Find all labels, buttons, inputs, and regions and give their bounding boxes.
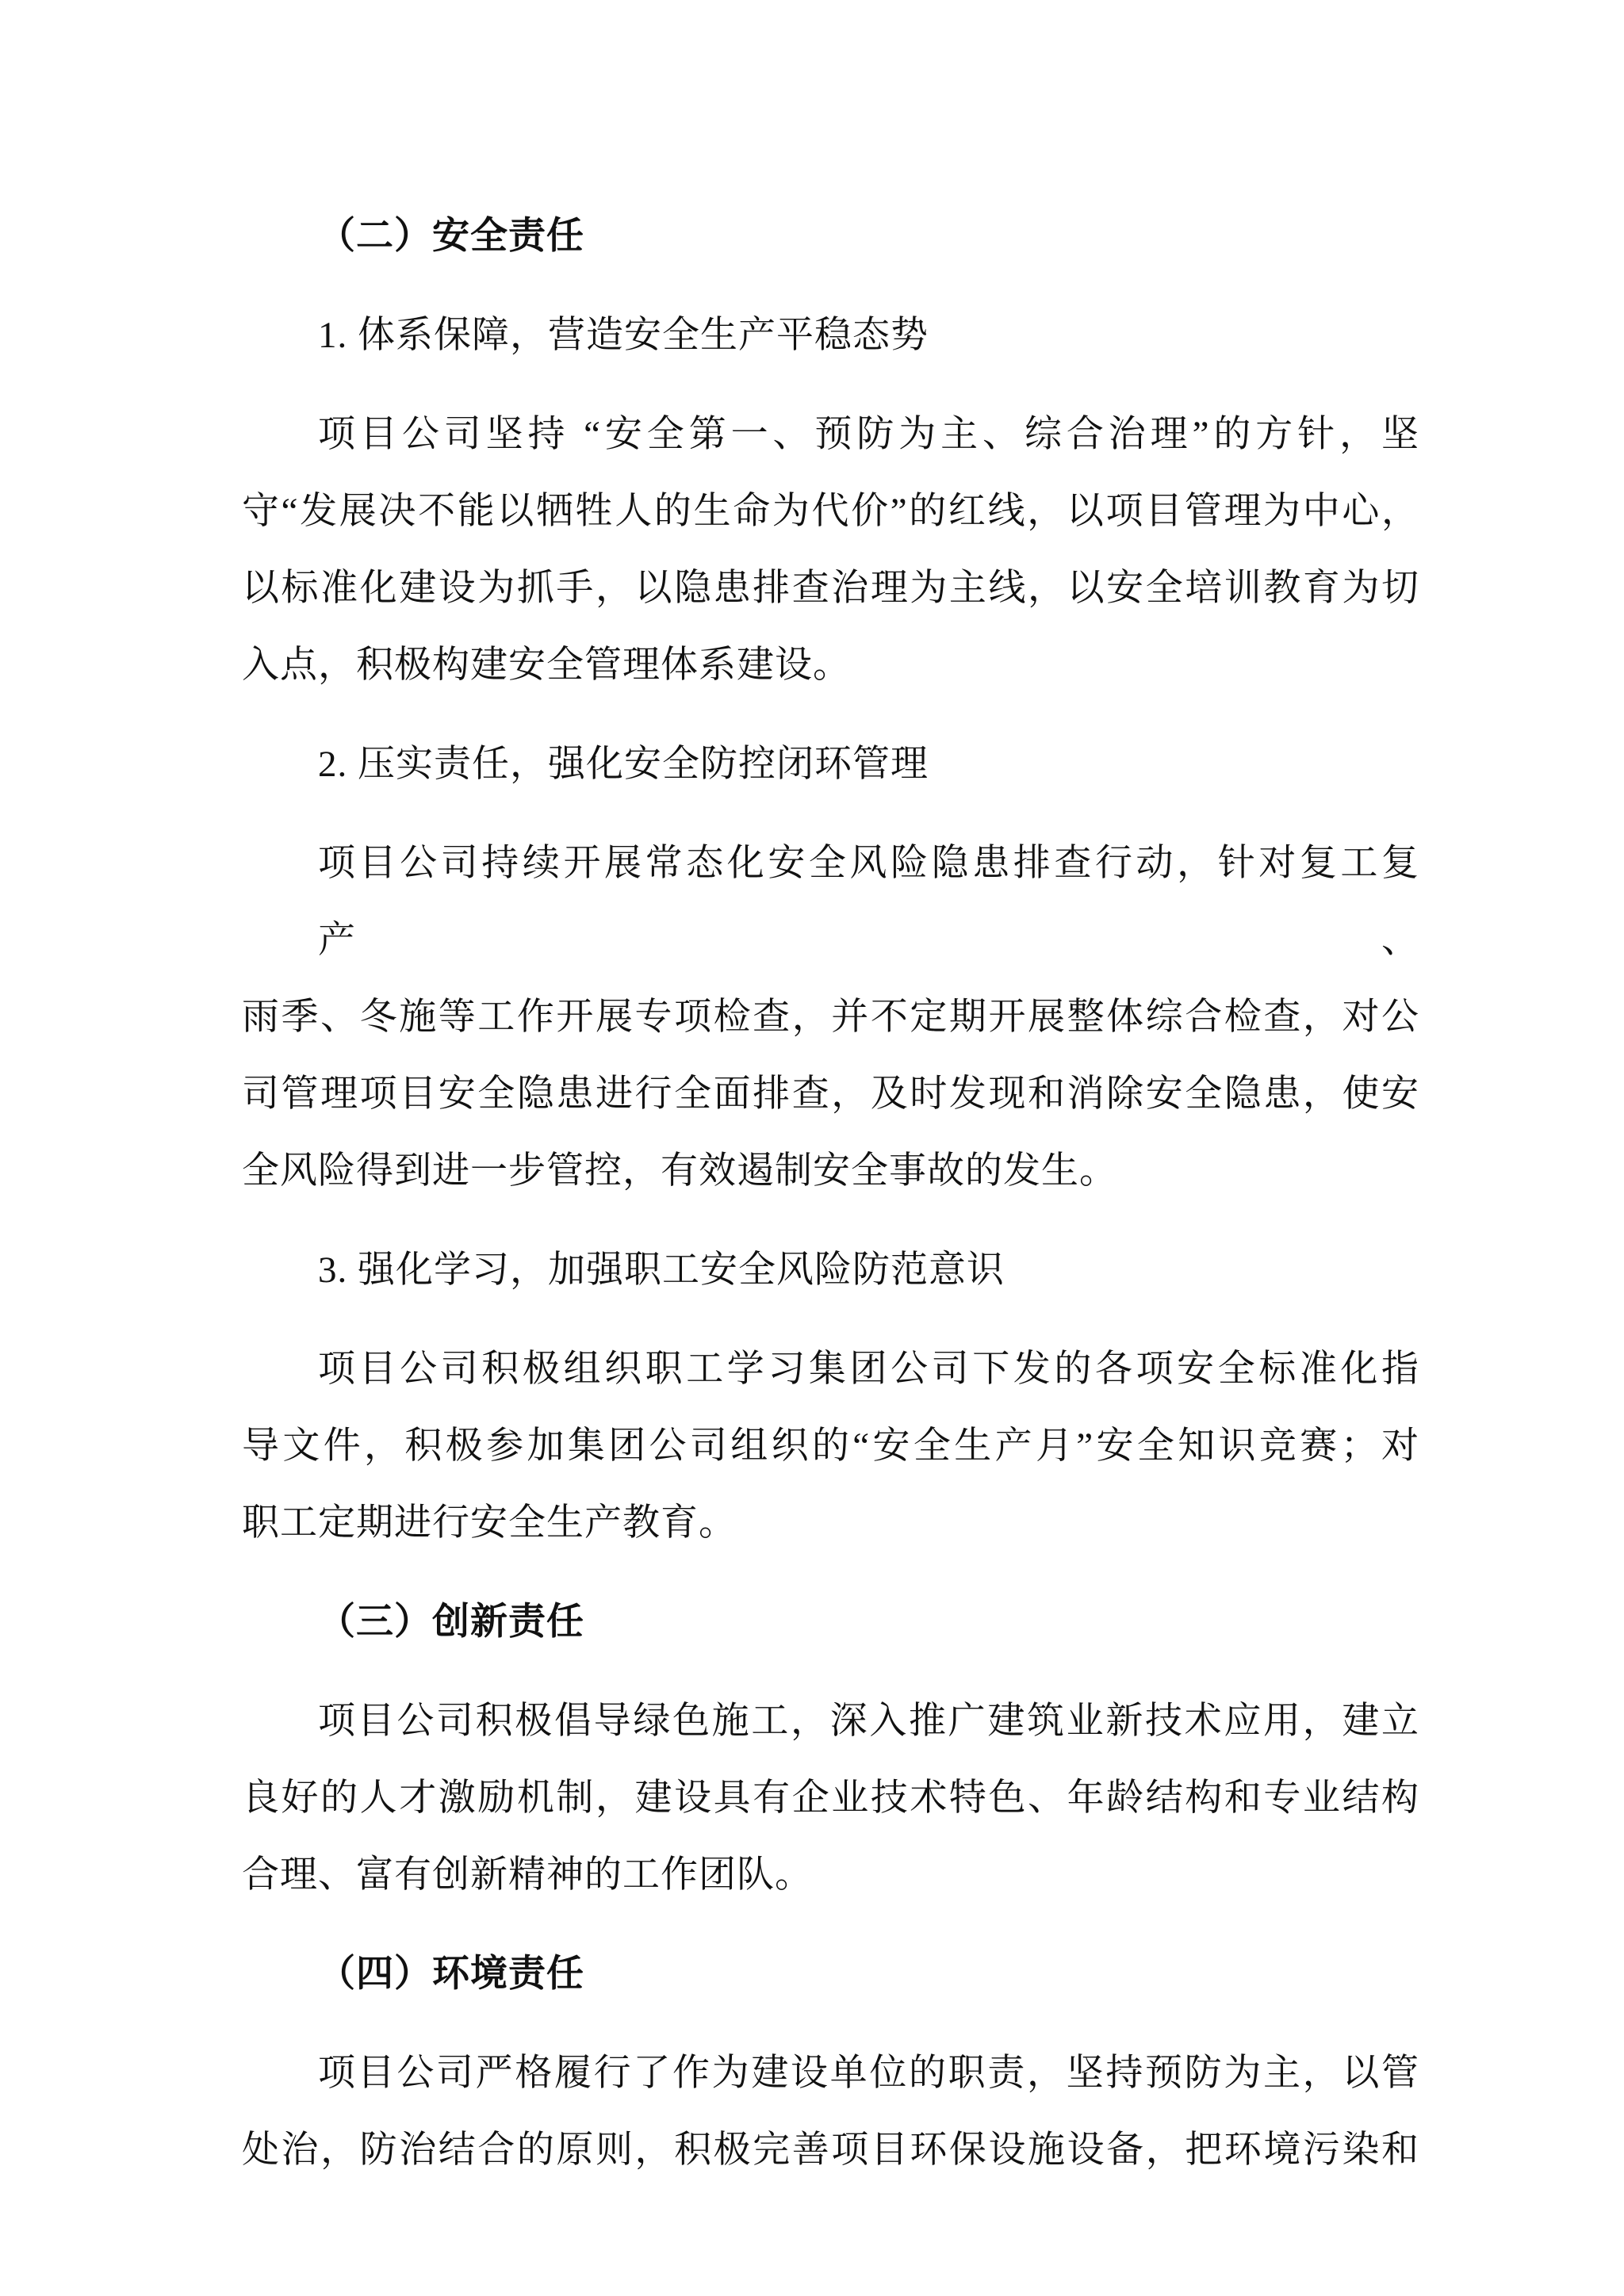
paragraph-line: 导文件，积极参加集团公司组织的“安全生产月”安全知识竞赛；对 (242, 1425, 1419, 1467)
section-heading-2-safety: （二）安全责任 (318, 216, 584, 257)
subheading-2-responsibility: 2. 压实责任，强化安全防控闭环管理 (318, 744, 929, 785)
paragraph-line: 项目公司持续开展常态化安全风险隐患排查行动，针对复工复产、 (318, 843, 1419, 961)
paragraph-line: 合理、富有创新精神的工作团队。 (242, 1854, 813, 1896)
section-heading-3-innovation: （三）创新责任 (318, 1601, 584, 1643)
paragraph-line: 项目公司积极倡导绿色施工，深入推广建筑业新技术应用，建立 (318, 1701, 1419, 1742)
paragraph-line: 处治，防治结合的原则，积极完善项目环保设施设备，把环境污染和 (242, 2130, 1419, 2171)
subheading-3-learning: 3. 强化学习，加强职工安全风险防范意识 (318, 1249, 1005, 1291)
paragraph-line: 雨季、冬施等工作开展专项检查，并不定期开展整体综合检查，对公 (242, 997, 1419, 1038)
paragraph-line: 项目公司坚持 “安全第一、预防为主、综合治理”的方针，坚 (318, 414, 1419, 455)
paragraph-line: 项目公司积极组织职工学习集团公司下发的各项安全标准化指 (318, 1349, 1419, 1390)
paragraph-line: 项目公司严格履行了作为建设单位的职责，坚持预防为主，以管 (318, 2053, 1419, 2094)
paragraph-line: 守“发展决不能以牺牲人的生命为代价”的红线，以项目管理为中心， (242, 491, 1419, 532)
section-heading-4-environment: （四）环境责任 (318, 1954, 584, 1995)
paragraph-line: 全风险得到进一步管控，有效遏制安全事故的发生。 (242, 1150, 1117, 1192)
paragraph-line: 职工定期进行安全生产教育。 (242, 1502, 737, 1544)
paragraph-line: 入点，积极构建安全管理体系建设。 (242, 645, 851, 686)
paragraph-line: 以标准化建设为抓手，以隐患排查治理为主线，以安全培训教育为切 (242, 568, 1419, 609)
paragraph-line: 良好的人才激励机制，建设具有企业技术特色、年龄结构和专业结构 (242, 1777, 1419, 1819)
subheading-1-system: 1. 体系保障，营造安全生产平稳态势 (318, 315, 929, 356)
paragraph-line: 司管理项目安全隐患进行全面排查，及时发现和消除安全隐患，使安 (242, 1073, 1419, 1115)
document-body (242, 198, 1419, 2189)
